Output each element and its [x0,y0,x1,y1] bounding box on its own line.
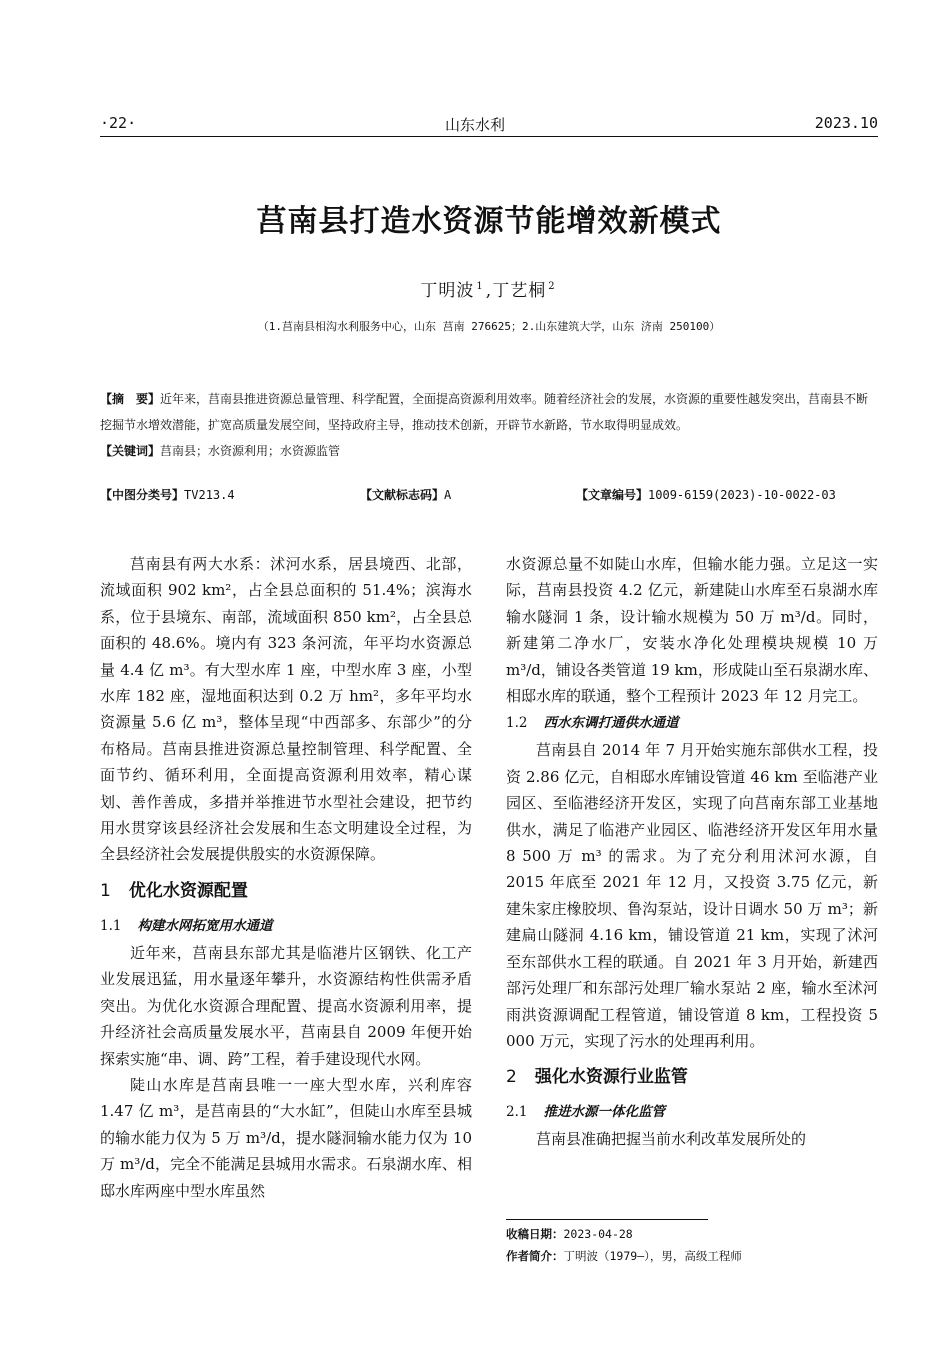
intro-paragraph: 莒南县有两大水系：沭河水系，居县境西、北部，流域面积 902 km²，占全县总面积的 51.4%；滨海水系，位于县境东、南部，流域面积 850 km²，占全县总面积的 48.6%。境内有 323 条河流，年平均水资源总量 4.4 亿 m³。有大型水库 1 座，中型水库 3 座，小型水库 182 座，湿地面积达到 0.2 万 hm²，多年平均水资源量 5.6 亿 m³，整体呈现“中西部多、东部少”的分布格局。莒南县推进资源总量控制管理、科学配置、全面节约、循环利用，全面提高资源利用效率，精心谋划、善作善成，多措并举推进节水型社会建设，把节约用水贯穿该县经济社会发展和生态文明建设全过程，为全县经济社会发展提供殷实的水资源保障。 [100,555,472,864]
authors [100,276,878,301]
journal-name: 山东水利 [444,116,505,134]
left-column [100,551,472,1204]
page-number: ·22· [100,114,137,132]
article-title: 莒南县打造水资源节能增效新模式 [256,204,722,239]
section-1-1-paragraph-1: 近年来，莒南县东部尤其是临港片区钢铁、化工产业发展迅猛，用水量逐年攀升，水资源结构性供需矛盾突出。为优化水资源合理配置、提高水资源利用率，提升经济社会高质量发展水平，莒南县自 2009 年便开始探索实施“串、调、跨”工程，着手建设现代水网。 [100,943,472,1068]
issue-date: 2023.10 [814,114,878,132]
section-1-2-paragraph: 莒南县自 2014 年 7 月开始实施东部供水工程，投资 2.86 亿元，自相邸水库铺设管道 46 km 至临港产业园区、至临港经济开发区，实现了向莒南东部工业基地供水，满足了临港产业园区、临港经济开发区年用水量 8 500 万 m³ 的需求。为了充分利用沭河水源，自 2015 年底至 2021 年 12 月，又投资 3.75 亿元，新建朱家庄橡胶坝、鲁沟泵站，设计日调水 50 万 m³；新建扁山隧洞 4.16 km，铺设管道 21 km，实现了沭河至东部供水工程的联通。自 2021 年 3 月开始，新建西部污处理厂和东部污处理厂输水泵站 2 座，输水至沭河雨洪资源调配工程管道，铺设管道 8 km，工程投资 5 000 万元，实现了污水的处理再利用。 [506,741,878,1050]
section-1-1-title: 构建水网拓宽用水通道 [137,917,273,934]
received-value: 2023-04-28 [563,1227,633,1241]
section-2-title: 强化水资源行业监管 [534,1067,688,1088]
section-1-1-number: 1.1 [100,917,122,934]
abstract-label: 【摘 要】 [100,392,161,406]
author-bio-value: 丁明波（1979—），男，高级工程师 [563,1249,742,1263]
author-1-affil-mark: 1 [476,281,484,292]
abstract [100,386,880,464]
clc-number [100,486,235,503]
clc-label: 【中图分类号】 [100,488,185,502]
header-rule [100,136,878,137]
section-2-1-heading [506,1098,878,1126]
section-1-2-number: 1.2 [506,715,528,732]
author-bio-label: 作者简介： [506,1249,564,1263]
author-2: 丁艺桐 [492,281,547,301]
art-value: 1009-6159(2023)-10-0022-03 [648,488,836,502]
section-1-2-heading [506,709,878,737]
keywords-label: 【关键词】 [100,444,161,458]
section-1-number: 1 [100,880,111,901]
doc-label: 【文献标志码】 [360,488,445,502]
keywords-text: 莒南县；水资源利用；水资源监管 [160,444,341,458]
section-2-number: 2 [506,1067,517,1088]
abstract-text: 近年来，莒南县推进资源总量管理、科学配置，全面提高资源利用效率。随着经济社会的发展，水资源的重要性越发突出，莒南县不断挖掘节水增效潜能，扩宽高质量发展空间，坚持政府主导，推动技术创新，开辟节水新路，节水取得明显成效。 [100,392,869,432]
section-2-1-title: 推进水源一体化监管 [543,1104,665,1121]
section-2-heading [506,1062,878,1092]
doc-value: A [444,488,452,502]
section-2-1-paragraph: 莒南县准确把握当前水利改革发展所处的 [536,1130,807,1149]
footnote-rule [506,1219,708,1220]
section-1-title: 优化水资源配置 [128,880,248,901]
art-label: 【文章编号】 [576,488,649,502]
author-bio [506,1248,742,1264]
received-label: 收稿日期： [506,1227,564,1241]
section-1-heading [100,876,472,906]
continued-paragraph: 水资源总量不如陡山水库，但输水能力强。立足这一实际，莒南县投资 4.2 亿元，新建陡山水库至石泉湖水库输水隧洞 1 条，设计输水规模为 50 万 m³/d。同时，新建第二净水厂，安装水净化处理模块规模 10 万 m³/d，铺设各类管道 19 km，形成陡山至石泉湖水库、相邸水库的联通，整个工程预计 2023 年 12 月完工。 [506,555,878,706]
section-1-2-title: 西水东调打通供水通道 [543,715,679,732]
section-1-1-heading [100,912,472,940]
section-1-1-paragraph-2: 陡山水库是莒南县唯一一座大型水库，兴利库容 1.47 亿 m³，是莒南县的“大水缸”，但陡山水库至县城的输水能力仅为 5 万 m³/d，提水隧洞输水能力仅为 10 万 m³/d，完全不能满足县城用水需求。石泉湖水库、相邸水库两座中型水库虽然 [100,1075,472,1200]
right-column [506,551,878,1153]
document-code [360,486,451,503]
author-1: 丁明波 [420,281,475,301]
author-separator: , [485,281,493,301]
received-date [506,1226,633,1242]
article-number [576,486,836,503]
section-2-1-number: 2.1 [506,1104,528,1121]
clc-value: TV213.4 [184,488,235,502]
author-2-affil-mark: 2 [548,281,556,292]
affiliation: （1.莒南县相沟水利服务中心，山东 莒南 276625；2.山东建筑大学，山东 济南 250100） [257,320,721,333]
